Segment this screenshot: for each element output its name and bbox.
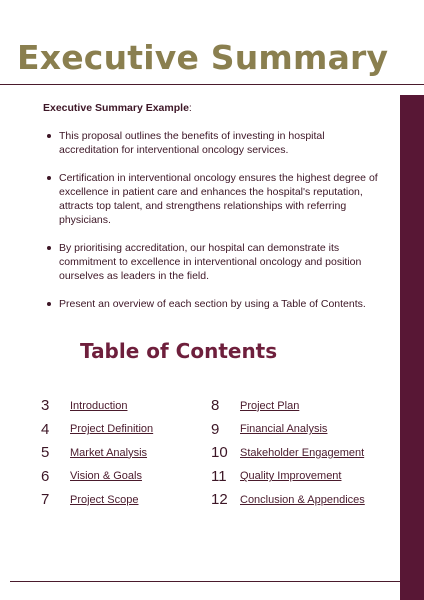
subheading-colon: : [188, 102, 192, 114]
side-accent-bar [400, 95, 424, 600]
subheading-label: Executive Summary Example [43, 102, 189, 114]
toc-page-number: 12 [211, 491, 228, 509]
bullet-item: This proposal outlines the benefits of investing in hospital accreditation for interventional oncology services. [43, 129, 383, 157]
toc-link-vision-goals[interactable]: Vision & Goals [70, 470, 142, 483]
toc-entry [41, 394, 153, 418]
toc-link-introduction[interactable]: Introduction [70, 399, 128, 412]
toc-page-number: 11 [211, 467, 227, 485]
section-subheading [43, 102, 192, 114]
toc-entry [41, 418, 153, 442]
top-divider [0, 84, 424, 85]
toc-page-number: 4 [41, 420, 50, 438]
toc-entry [41, 465, 153, 489]
toc-page-number: 3 [41, 397, 50, 415]
toc-entry [41, 488, 153, 512]
toc-entry [211, 418, 365, 442]
toc-page-number: 9 [211, 420, 220, 438]
toc-entry [211, 488, 365, 512]
toc-entry [41, 441, 153, 465]
toc-page-number: 10 [211, 444, 228, 462]
bullet-item: By prioritising accreditation, our hospital can demonstrate its commitment to excellence in interventional oncology and position ourselves as leaders in the field. [43, 241, 383, 283]
toc-right-column [211, 394, 365, 512]
summary-bullet-list [43, 129, 383, 325]
page-title: Executive Summary [17, 38, 389, 77]
bullet-item: Present an overview of each section by using a Table of Contents. [43, 297, 383, 311]
toc-link-project-scope[interactable]: Project Scope [70, 493, 139, 506]
toc-link-stakeholder-engagement[interactable]: Stakeholder Engagement [240, 446, 365, 459]
toc-page-number: 8 [211, 397, 220, 415]
bottom-divider [10, 581, 400, 582]
toc-entry [211, 441, 365, 465]
toc-page-number: 6 [41, 467, 50, 485]
toc-entry [211, 465, 365, 489]
toc-link-conclusion-appendices[interactable]: Conclusion & Appendices [240, 493, 365, 506]
toc-title: Table of Contents [80, 339, 278, 363]
toc-left-column [41, 394, 153, 512]
toc-link-financial-analysis[interactable]: Financial Analysis [240, 423, 328, 436]
toc-page-number: 7 [41, 491, 50, 509]
bullet-item: Certification in interventional oncology ensures the highest degree of excellence in patient care and enhances the hospital's reputation, attracts top talent, and strengthens relationships with referring physicians. [43, 171, 383, 227]
toc-link-project-plan[interactable]: Project Plan [240, 399, 300, 412]
toc-page-number: 5 [41, 444, 50, 462]
toc-entry [211, 394, 365, 418]
toc-link-project-definition[interactable]: Project Definition [70, 423, 154, 436]
toc-link-quality-improvement[interactable]: Quality Improvement [240, 470, 342, 483]
toc-link-market-analysis[interactable]: Market Analysis [70, 446, 148, 459]
